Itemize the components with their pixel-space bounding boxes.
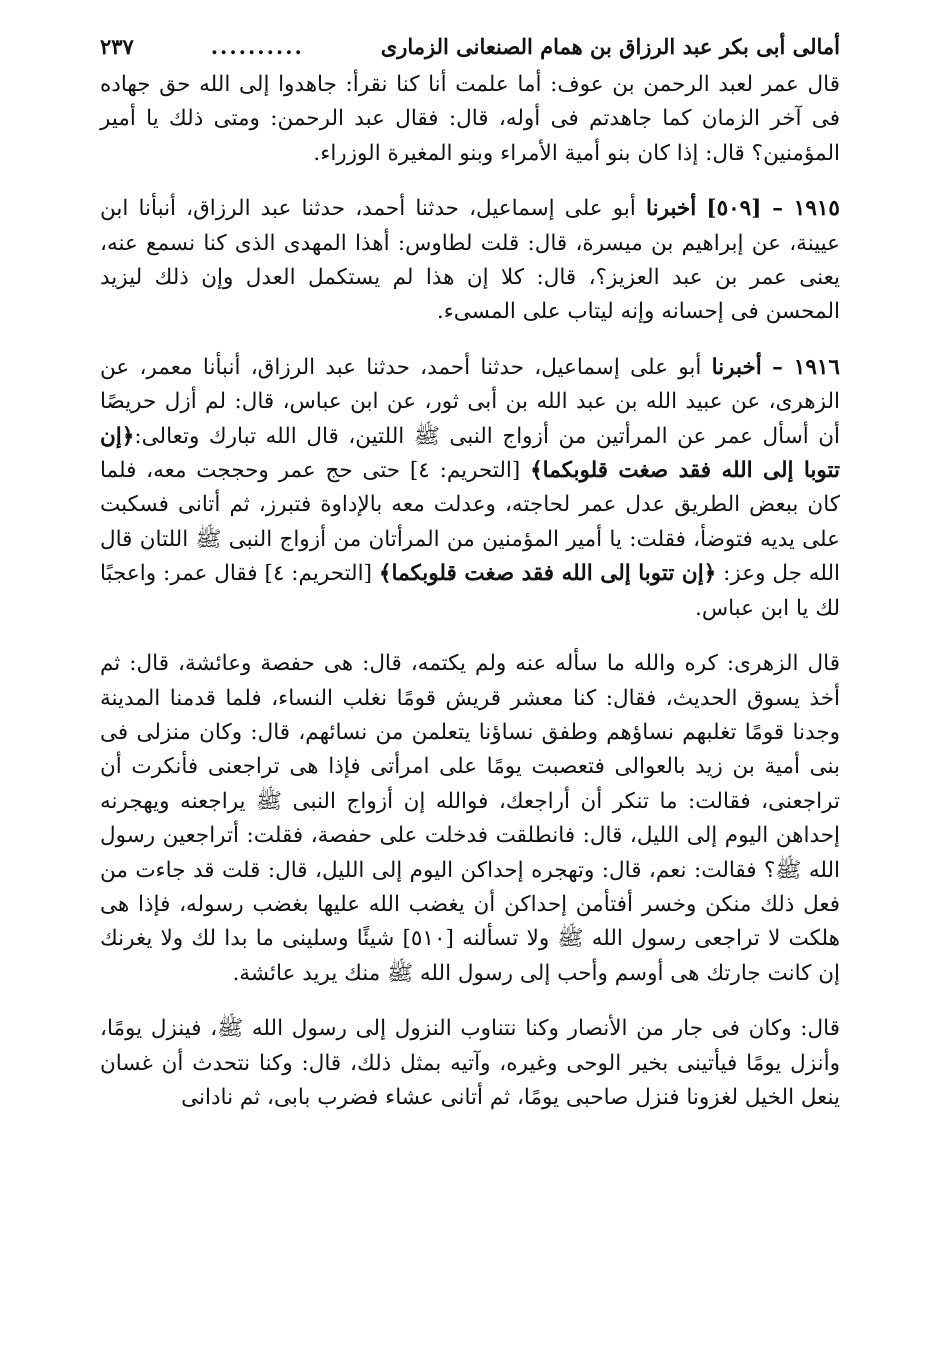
hadith-1916-lead: أخبرنا [711,354,762,380]
hadith-number-1916: ١٩١٦ – [772,354,840,380]
paragraph-1 [100,68,840,171]
paragraph-1916 [100,351,840,626]
verse-reference-2: [التحريم: ٤] [264,561,372,587]
paragraph-1915 [100,192,840,330]
paragraph-1-text: قال عمر لعبد الرحمن بن عوف: أما علمت أنا كنا نقرأ: جاهدوا إلى الله حق جهاده فى آخر الزمان كما جاهدتم فى أوله، قال: فقال عبد الرحمن: ومتى ذلك يا أمير المؤمنين؟ قال: إذا كان بنو أمية الأمراء وبنو المغيرة الوزراء. [100,72,840,166]
running-header [100,30,840,66]
hadith-1916-text-2: حتى حج عمر وحججت معه، فلما كان ببعض الطريق عدل عمر لحاجته، وعدلت معه بالإداوة فتبرز، ثم أتانى فسكبت على يديه فتوضأ، فقلت: يا أمير المؤمنين من المرأتان من أزواج النبى ﷺ اللتان قال الله جل وعز: [100,458,840,587]
hadith-1916-text-3: فقال عمر: واعجبًا لك يا ابن عباس. [100,561,840,621]
hadith-1915-lead: أخبرنا [646,196,697,222]
paragraph-zuhri [100,647,840,991]
paragraph-last-text: قال: وكان فى جار من الأنصار وكنا نتناوب النزول إلى رسول الله ﷺ، فينزل يومًا، وأنزل يومًا فيأتينى بخير الوحى وغيره، وآتيه بمثل ذلك، قال: وكنا نتحدث أن غسان ينعل الخيل لغزونا فنزل صاحبى يومًا، ثم أتانى عشاء فضرب بابى، ثم نادانى [100,1016,840,1110]
paragraph-last [100,1012,840,1115]
paragraph-zuhri-text: قال الزهرى: كره والله ما سأله عنه ولم يكتمه، قال: هى حفصة وعائشة، قال: ثم أخذ يسوق الحديث، فقال: كنا معشر قريش قومًا نغلب النساء، فلما قدمنا المدينة وجدنا قومًا تغلبهم نساؤهم وطفق نساؤنا يتعلمن من نسائهم، قال: وكان منزلى فى بنى أمية بن زيد بالعوالى فتعصبت يومًا على امرأتى فإذا هى تراجعنى فأنكرت أن تراجعنى، فقالت: ما تنكر أن أراجعك، فوالله إن أزواج النبى ﷺ يراجعنه ويهجرنه إحداهن اليوم إلى الليل، قال: فانطلقت فدخلت على حفصة، فقلت: أتراجعين رسول الله ﷺ؟ فقالت: نعم، قال: وتهجره إحداكن اليوم إلى الليل، قال: قلت قد جاءت من فعل ذلك منكن وخسر أفتأمن إحداكن أن يغضب الله عليها بغضب رسوله، فإذا هى هلكت لا تراجعى رسول الله ﷺ ولا تسألنه [٥١٠] شيئًا وسلينى ما بدا لك ولا يغرنك إن كانت جارتك هى أوسم وأحب إلى رسول الله ﷺ منك يريد عائشة. [100,651,840,986]
verse-reference-1: [التحريم: ٤] [409,458,521,484]
quran-verse-1: ﴿إن تتوبا إلى الله فقد صغت قلوبكما﴾ [100,423,841,484]
header-dots: .......... [210,34,304,59]
page-number: ٢٣٧ [100,34,134,59]
hadith-1916-text-1: أبو على إسماعيل، حدثنا أحمد، حدثنا عبد الرزاق، أنبأنا معمر، عن الزهرى، عن عبيد الله بن عبد الله بن أبى ثور، عن ابن عباس، قال: لم أزل حريصًا أن أسأل عمر عن المرأتين من أزواج النبى ﷺ اللتين، قال الله تبارك وتعالى: [100,354,840,449]
book-page [100,30,840,1115]
hadith-1915-text: أبو على إسماعيل، حدثنا أحمد، حدثنا عبد الرزاق، أنبأنا ابن عيينة، عن إبراهيم بن ميسرة، قال: قلت لطاوس: أهذا المهدى الذى كنا نسمع عنه، يعنى عمر بن عبد العزيز؟، قال: كلا إن هذا لم يستكمل العدل وإن ذلك ليزيد المحسن فى إحسانه وإنه ليتاب على المسىء. [100,196,840,325]
header-title: أمالى أبى بكر عبد الرزاق بن همام الصنعانى الزمارى [380,34,840,59]
quran-verse-2: ﴿إن تتوبا إلى الله فقد صغت قلوبكما﴾ [378,561,717,587]
hadith-number-1915: ١٩١٥ – [٥٠٩] [706,196,840,222]
